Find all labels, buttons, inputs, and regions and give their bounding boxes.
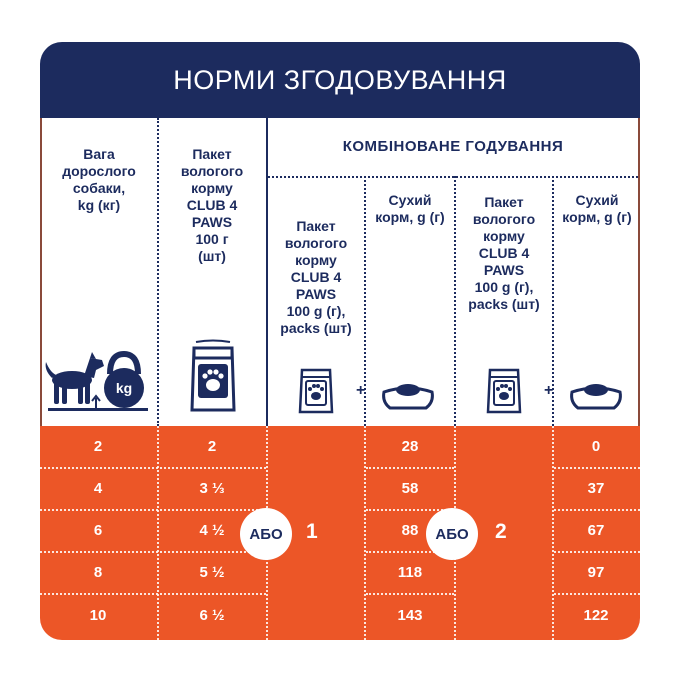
dog-weight-icon: [44, 348, 154, 418]
weight-cell: 4: [93, 480, 103, 497]
combo1-dry-cell: 118: [397, 564, 423, 581]
weight-header-line: kg (кг): [77, 197, 121, 213]
left-border: [40, 118, 42, 464]
packs-cell: 5 ½: [199, 564, 225, 581]
combo1-dry-header: [366, 192, 454, 226]
pack-header-line: PAWS: [191, 214, 233, 230]
packs-cell: 2: [207, 438, 217, 455]
combo1-dry-cell: 58: [401, 480, 419, 497]
chart-title: НОРМИ ЗГОДОВУВАННЯ: [173, 64, 507, 95]
wet-food-pouch-icon: [486, 362, 522, 416]
dry-food-bowl-icon: [568, 376, 624, 412]
weight-cell: 8: [93, 564, 103, 581]
feeding-chart-card: [40, 42, 640, 640]
combo2-dry-cell: 97: [587, 564, 605, 581]
combo-pack-line: вологого: [472, 211, 536, 227]
combo-pack-line: 100 g (г),: [286, 303, 346, 319]
combo2-dry-cell: 122: [583, 607, 609, 624]
white-row-divider: [366, 467, 454, 469]
pack-header-line: 100 г: [195, 231, 229, 247]
option-number-1: 1: [306, 520, 318, 543]
divider-combined-header: [268, 176, 638, 178]
dry-header-line: Сухий: [575, 192, 619, 208]
packs-cell: 3 ⅓: [199, 480, 225, 497]
dry-header-line: корм, g (г): [375, 209, 445, 225]
combo-pack-line: корму: [295, 252, 337, 268]
combo-pack-line: packs (шт): [468, 296, 540, 312]
combo-pack-line: вологого: [284, 235, 348, 251]
or-badge: АБО: [240, 508, 292, 560]
weight-header-line: собаки,: [72, 180, 126, 196]
white-row-divider: [554, 593, 640, 595]
combo-pack-line: корму: [483, 228, 525, 244]
white-row-divider: [554, 551, 640, 553]
combo1-pack-header: [270, 218, 362, 337]
white-row-divider: [554, 509, 640, 511]
combo-pack-line: CLUB 4: [478, 245, 530, 261]
white-row-divider: [40, 593, 266, 595]
chart-header: [40, 42, 640, 118]
divider-combined: [266, 118, 268, 426]
or-badge: АБО: [426, 508, 478, 560]
weight-header-line: дорослого: [62, 163, 136, 179]
pack-header-line: корму: [191, 180, 233, 196]
combo2-dry-header: [554, 192, 640, 226]
combo-pack-line: 100 g (г),: [474, 279, 534, 295]
combo-pack-line: PAWS: [295, 286, 337, 302]
pack-header: [162, 146, 262, 265]
pack-header-line: вологого: [180, 163, 244, 179]
pack-header-line: (шт): [198, 248, 226, 264]
combo2-dry-cell: 37: [587, 480, 605, 497]
packs-cell: 6 ½: [199, 607, 225, 624]
combo1-dry-cell: 28: [401, 438, 419, 455]
divider-weight: [157, 118, 159, 426]
white-row-divider: [40, 551, 266, 553]
kettlebell-icon: [104, 354, 144, 408]
weight-cell: 10: [89, 607, 107, 624]
combo2-dry-cell: 67: [587, 522, 605, 539]
dry-food-bowl-icon: [380, 376, 436, 412]
white-row-divider: [40, 509, 266, 511]
option-number-2: 2: [495, 520, 507, 543]
dry-header-line: корм, g (г): [562, 209, 632, 225]
right-border: [638, 118, 640, 464]
combined-header: КОМБІНОВАНЕ ГОДУВАННЯ: [342, 138, 564, 155]
weight-cell: 2: [93, 438, 103, 455]
white-row-divider: [554, 467, 640, 469]
packs-cell: 4 ½: [199, 522, 225, 539]
plus-sign: +: [544, 382, 554, 399]
combo1-dry-cell: 143: [397, 607, 423, 624]
combo-pack-line: PAWS: [483, 262, 525, 278]
plus-sign: +: [356, 382, 366, 399]
combo-pack-line: packs (шт): [280, 320, 352, 336]
combo-pack-line: CLUB 4: [290, 269, 342, 285]
weight-cell: 6: [93, 522, 103, 539]
white-divider: [552, 426, 554, 640]
white-divider: [157, 426, 159, 640]
kettlebell-kg-label: kg: [115, 380, 133, 396]
dry-header-line: Сухий: [388, 192, 432, 208]
combo2-dry-cell: 0: [591, 438, 601, 455]
pack-header-line: CLUB 4: [186, 197, 238, 213]
wet-food-pouch-icon: [298, 362, 334, 416]
combo2-pack-header: [456, 194, 552, 313]
weight-header: [48, 146, 150, 214]
white-row-divider: [40, 467, 266, 469]
weight-header-line: Вага: [83, 146, 115, 162]
white-row-divider: [366, 593, 454, 595]
combo1-dry-cell: 88: [401, 522, 419, 539]
wet-food-pouch-icon: [188, 338, 238, 414]
combo-pack-line: Пакет: [296, 218, 336, 234]
combo-pack-line: Пакет: [484, 194, 524, 210]
white-divider: [364, 426, 366, 640]
pack-header-line: Пакет: [192, 146, 232, 162]
